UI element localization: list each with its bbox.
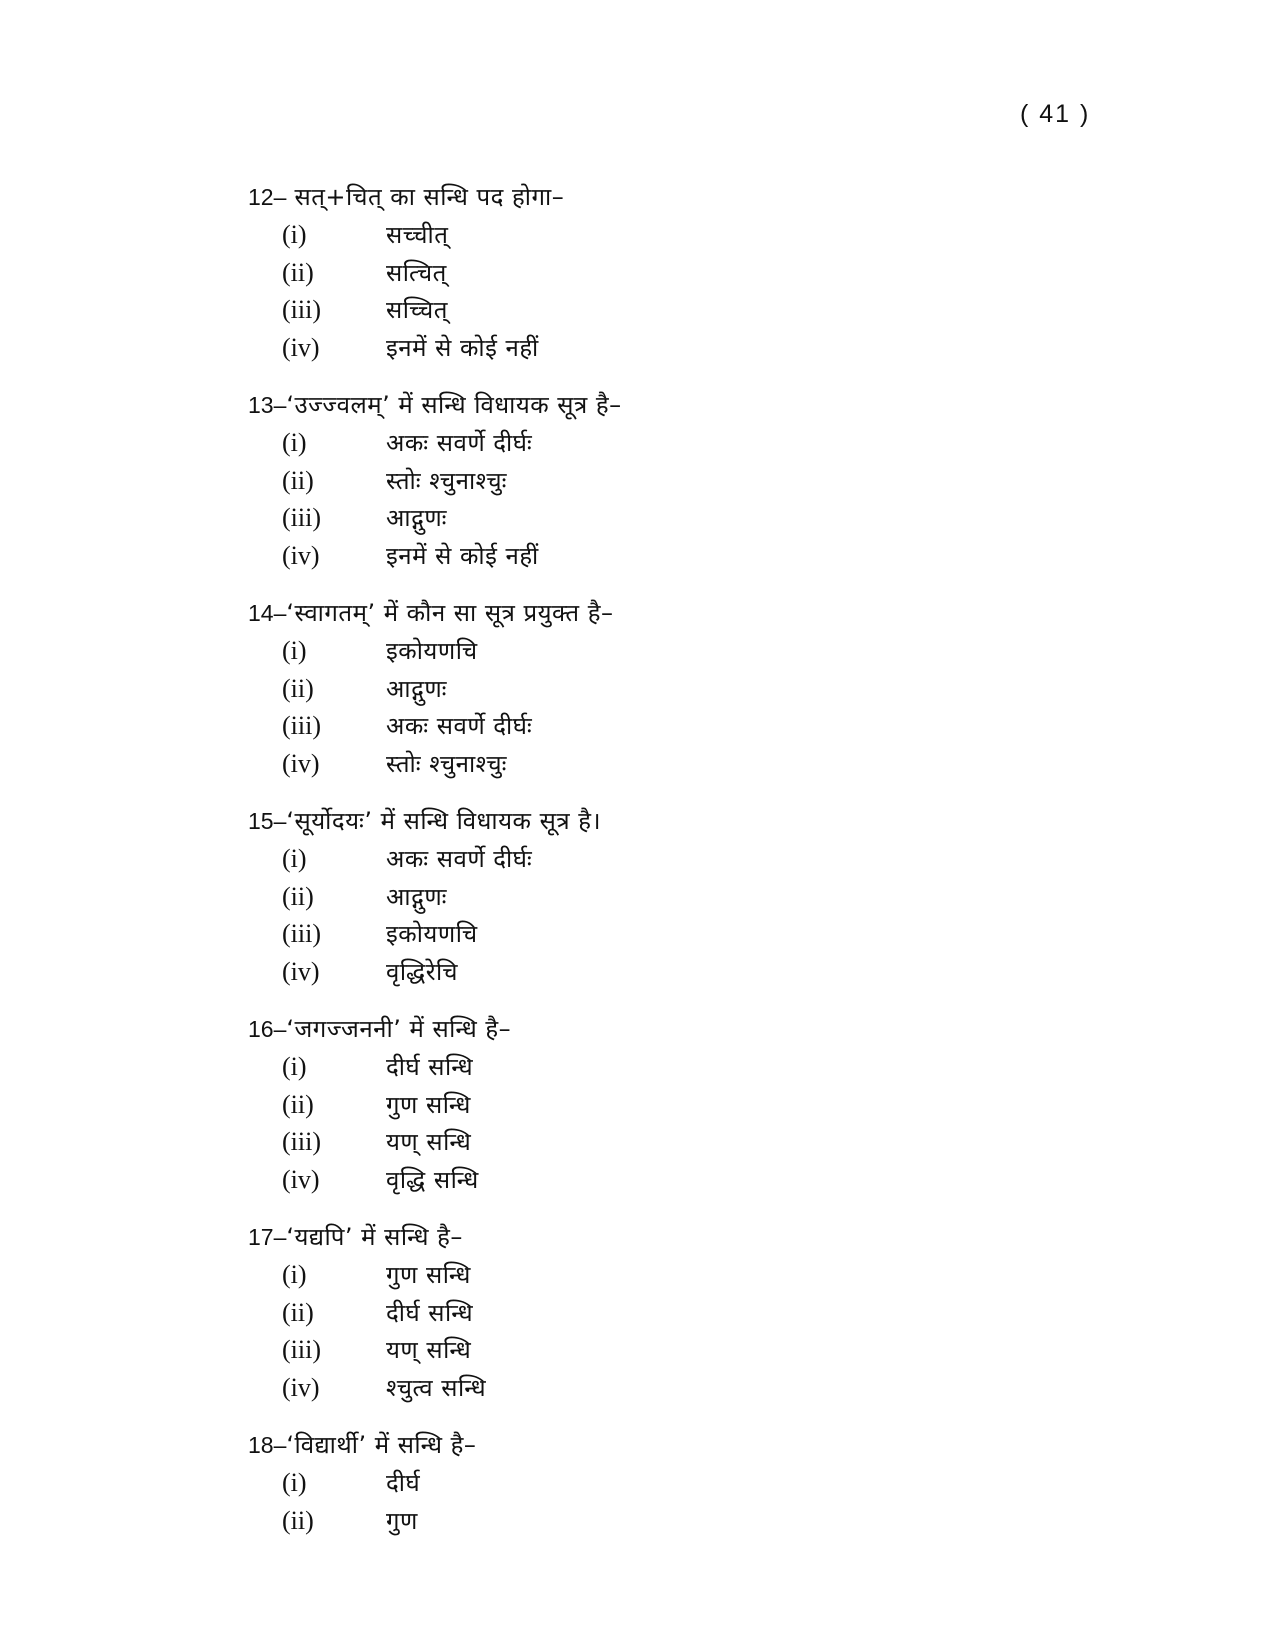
option-text: आद्गुणः [386,504,448,532]
option-label: (ii) [282,1505,314,1535]
question-text-line [248,1218,1148,1256]
question-12 [248,178,1148,366]
question-list [248,178,1148,1559]
option-item [248,499,1148,537]
question-text: ‘उज्ज्वलम्’ में सन्धि विधायक सूत्र है– [286,391,622,419]
option-item [248,537,1148,575]
option-text: गुण [386,1506,418,1535]
question-text: ‘विद्यार्थी’ में सन्धि है– [286,1431,477,1459]
option-text: सच्चित् [386,296,448,324]
option-item [248,745,1148,783]
option-label: (ii) [282,257,314,287]
option-text: सच्चीत् [386,221,449,249]
option-label: (iv) [282,332,320,362]
option-item [248,424,1148,462]
question-text-line [248,594,1148,632]
option-item [248,329,1148,367]
option-label: (i) [282,1260,307,1289]
option-label: (iv) [282,1372,320,1402]
option-item [248,254,1148,292]
option-item [248,1369,1148,1407]
option-text: दीर्घ सन्धि [386,1053,474,1081]
option-item [248,1086,1148,1124]
question-text-line [248,386,1148,424]
option-label: (ii) [282,1089,314,1119]
question-text: ‘यद्यपि’ में सन्धि है– [286,1223,463,1251]
question-number: 12– [248,184,287,210]
option-text: वृद्धिरेचि [386,957,459,986]
question-18 [248,1426,1148,1539]
question-number: 15– [248,808,287,834]
question-number: 17– [248,1224,287,1250]
option-item [248,291,1148,329]
option-label: (i) [282,428,307,457]
option-label: (iv) [282,1164,320,1194]
option-text: इनमें से कोई नहीं [386,333,539,362]
question-text: ‘स्वागतम्’ में कौन सा सूत्र प्रयुक्त है– [286,599,614,627]
question-text: ‘जगज्जननी’ में सन्धि है– [286,1015,512,1043]
option-text: श्चुत्व सन्धि [386,1373,487,1402]
option-item [248,216,1148,254]
question-text: सत्+चित् का सन्धि पद होगा– [286,183,565,211]
option-text: दीर्घ सन्धि [386,1298,474,1327]
option-text: आद्गुणः [386,882,448,911]
question-text-line [248,802,1148,840]
option-text: स्तोः श्चुनाश्चुः [386,466,507,495]
option-item [248,462,1148,500]
option-text: यण् सन्धि [386,1336,472,1364]
option-label: (iv) [282,748,320,778]
option-text: गुण सन्धि [386,1090,471,1119]
option-label: (ii) [282,673,314,703]
question-17 [248,1218,1148,1406]
question-15 [248,802,1148,990]
option-item [248,878,1148,916]
option-label: (ii) [282,881,314,911]
option-label: (iii) [282,919,321,948]
question-14 [248,594,1148,782]
question-text-line [248,1010,1148,1048]
question-number: 14– [248,600,287,626]
option-item [248,840,1148,878]
option-text: आद्गुणः [386,674,448,703]
option-item [248,707,1148,745]
question-number: 13– [248,392,287,418]
option-item [248,1256,1148,1294]
option-item [248,1331,1148,1369]
option-item [248,953,1148,991]
option-text: स्तोः श्चुनाश्चुः [386,749,507,778]
option-item [248,1294,1148,1332]
option-label: (i) [282,844,307,873]
option-text: गुण सन्धि [386,1261,471,1289]
question-number: 18– [248,1432,287,1458]
option-label: (iv) [282,956,320,986]
question-number: 16– [248,1016,287,1042]
option-label: (iii) [282,1127,321,1156]
option-label: (i) [282,220,307,249]
option-text: इकोयणचि [386,920,478,948]
option-text: इकोयणचि [386,637,478,665]
option-label: (ii) [282,1297,314,1327]
option-label: (i) [282,1468,307,1497]
question-13 [248,386,1148,574]
option-label: (i) [282,636,307,665]
option-item [248,915,1148,953]
option-item [248,1502,1148,1540]
option-label: (ii) [282,465,314,495]
option-item [248,670,1148,708]
option-item [248,1464,1148,1502]
option-item [248,1123,1148,1161]
question-text-line [248,1426,1148,1464]
option-label: (iii) [282,1335,321,1364]
option-label: (i) [282,1052,307,1081]
option-label: (iv) [282,540,320,570]
option-label: (iii) [282,503,321,532]
option-text: अकः सवर्णे दीर्घः [386,845,533,873]
option-text: इनमें से कोई नहीं [386,541,539,570]
option-label: (iii) [282,295,321,324]
option-text: अकः सवर्णे दीर्घः [386,712,533,740]
option-text: सत्चित् [386,258,447,287]
page-number: ( 41 ) [1020,100,1091,128]
option-text: अकः सवर्णे दीर्घः [386,429,533,457]
option-item [248,1161,1148,1199]
option-item [248,1048,1148,1086]
option-item [248,632,1148,670]
question-text: ‘सूर्योदयः’ में सन्धि विधायक सूत्र है। [286,807,602,835]
question-text-line [248,178,1148,216]
question-16 [248,1010,1148,1198]
option-text: यण् सन्धि [386,1128,472,1156]
option-text: वृद्धि सन्धि [386,1165,479,1194]
option-label: (iii) [282,711,321,740]
option-text: दीर्घ [386,1469,421,1497]
